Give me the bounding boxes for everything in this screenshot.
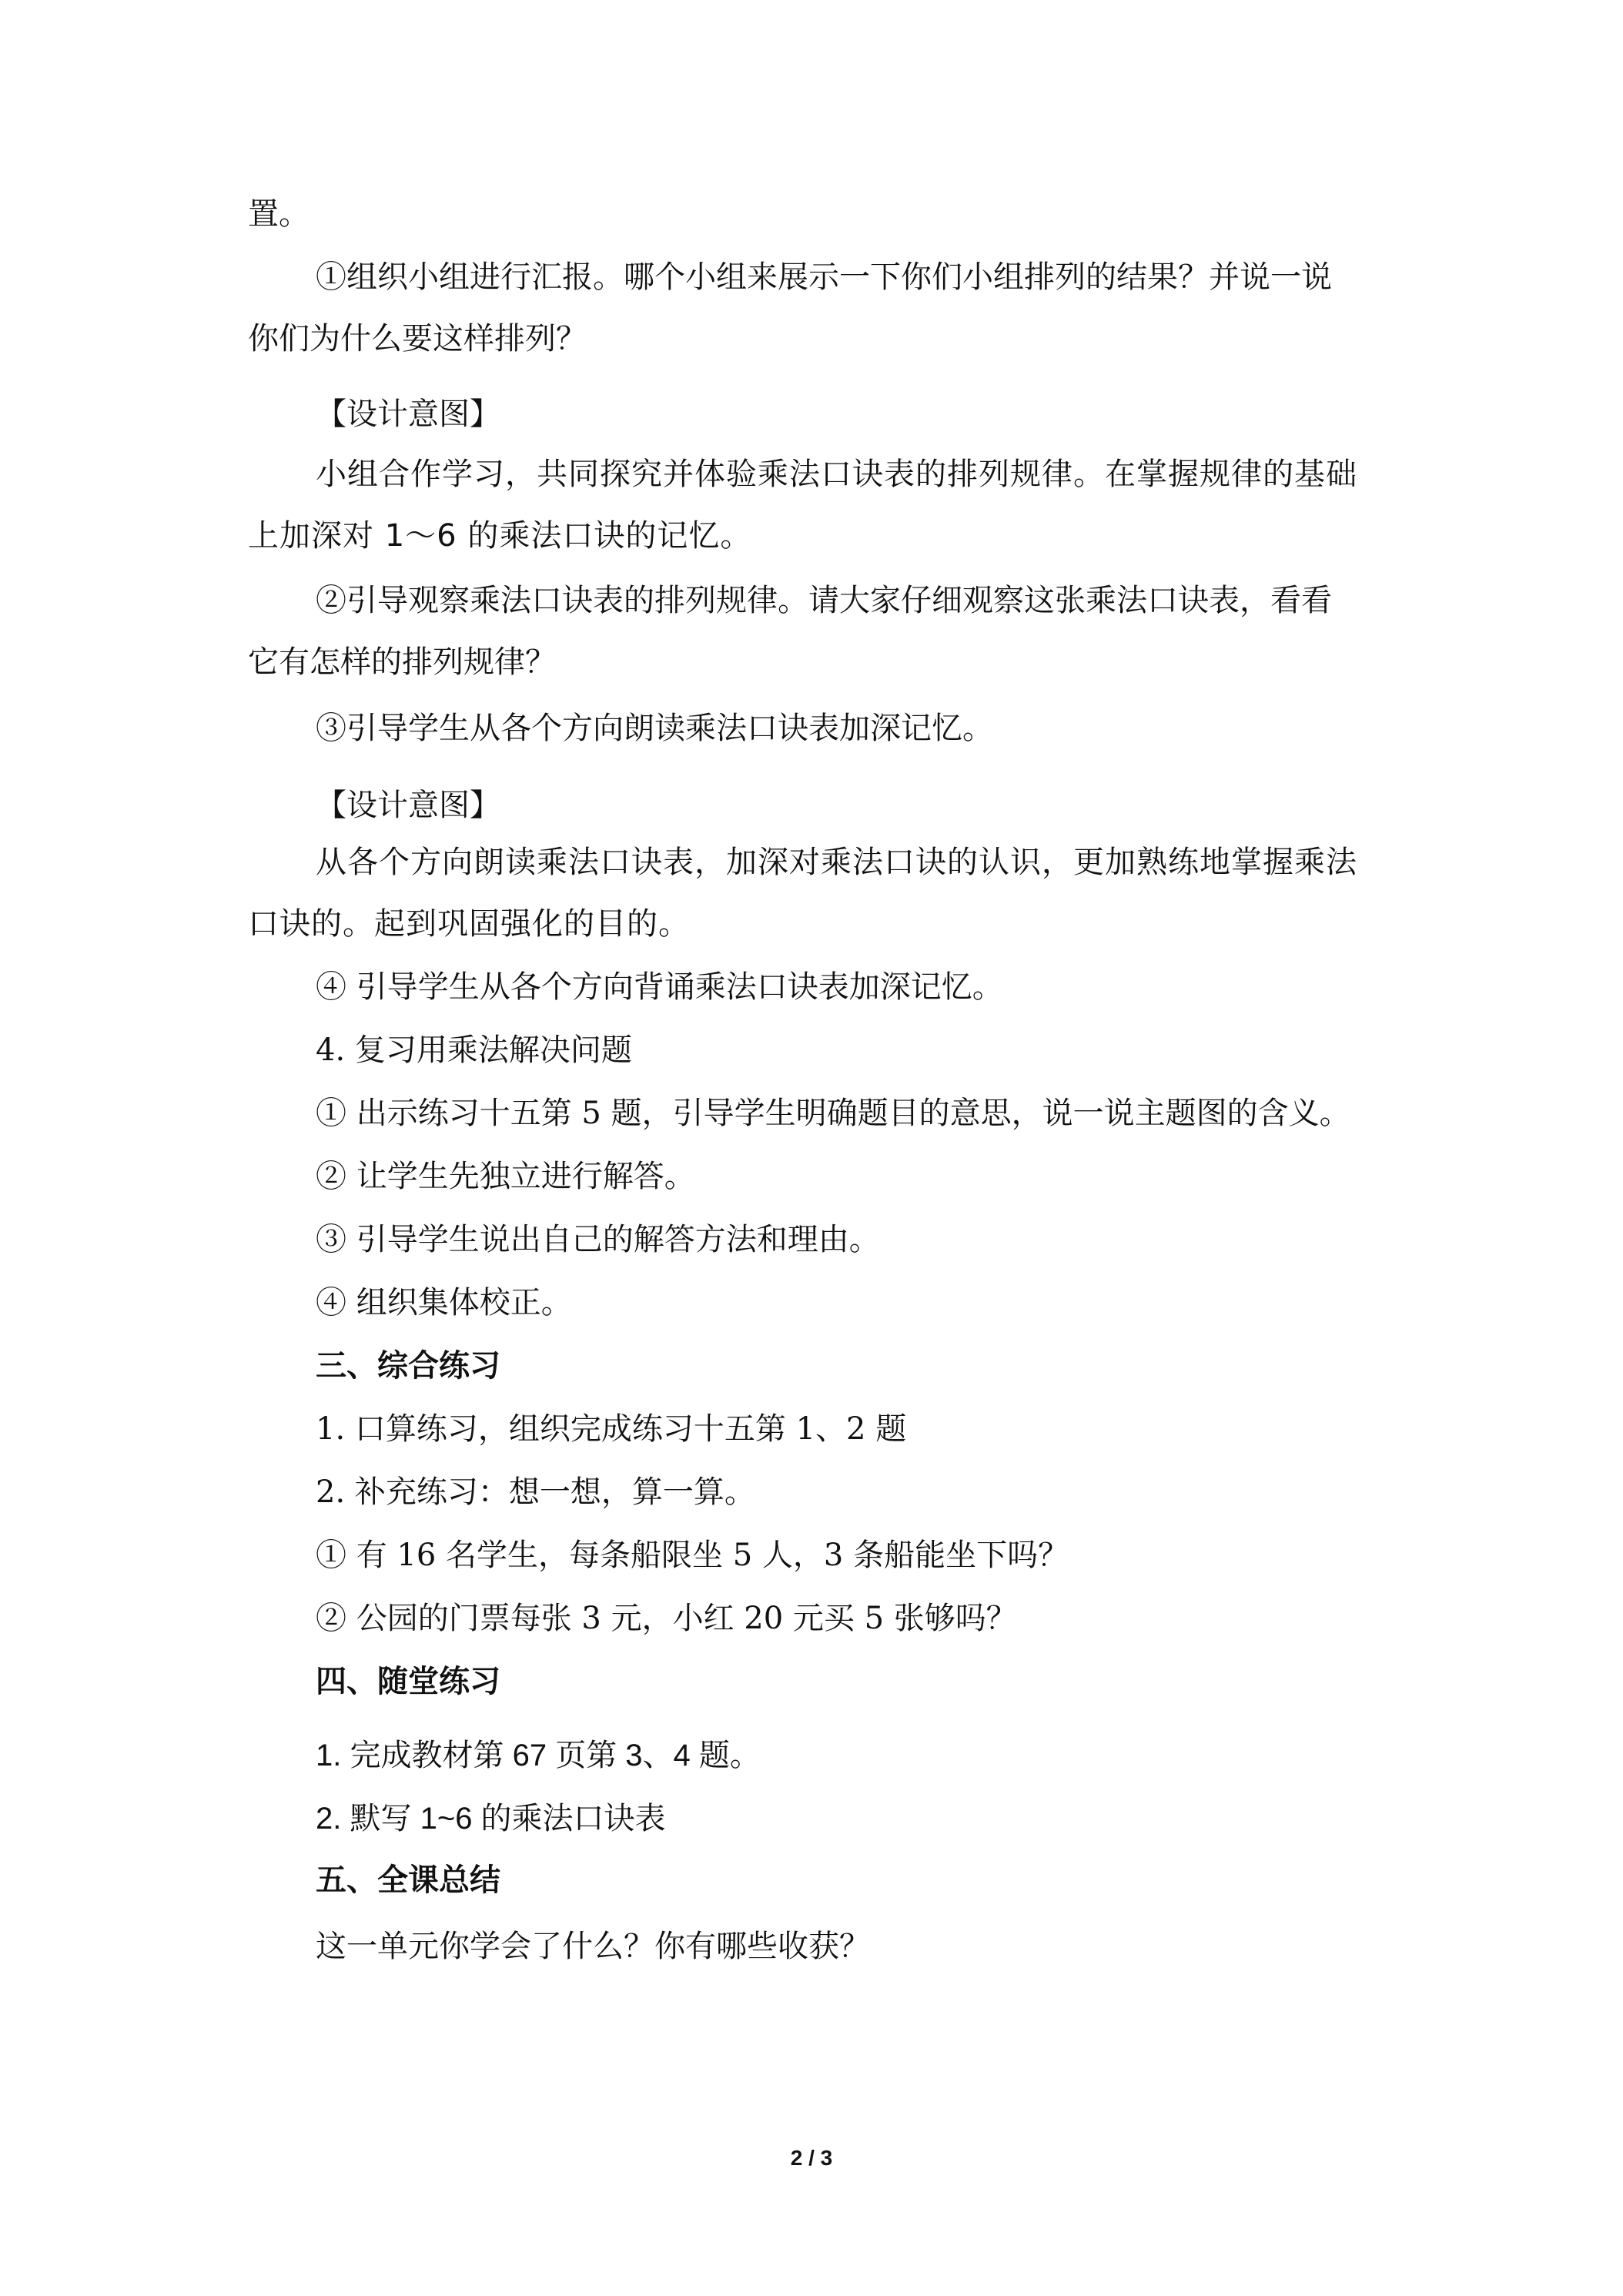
text-line: ① 有 16 名学生，每条船限坐 5 人，3 条船能坐下吗？ (316, 1538, 1069, 1573)
section-heading: 四、随堂练习 (316, 1664, 500, 1699)
text-line: 1. 完成教材第 67 页第 3、4 题。 (316, 1739, 761, 1772)
section-label: 【设计意图】 (316, 397, 500, 432)
text-line: 从各个方向朗读乘法口诀表，加深对乘法口诀的认识，更加熟练地掌握乘法 (316, 845, 1357, 880)
text-line: 它有怎样的排列规律？ (248, 644, 556, 680)
text-line: 这一单元你学会了什么？你有哪些收获？ (316, 1929, 870, 1964)
text-line: ④ 引导学生从各个方向背诵乘法口诀表加深记忆。 (316, 969, 1003, 1005)
text-line: 你们为什么要这样排列？ (248, 321, 587, 356)
text-line: ① 出示练习十五第 5 题，引导学生明确题目的意思，说一说主题图的含义。 (316, 1096, 1350, 1131)
text-line: 2. 默写 1~6 的乘法口诀表 (316, 1802, 666, 1836)
page-number: 2 / 3 (790, 2146, 833, 2170)
section-heading: 五、全课总结 (316, 1863, 500, 1898)
text-line: ②引导观察乘法口诀表的排列规律。请大家仔细观察这张乘法口诀表，看看 (316, 583, 1332, 618)
text-line: ② 公园的门票每张 3 元，小红 20 元买 5 张够吗？ (316, 1601, 1017, 1636)
text-line: ④ 组织集体校正。 (316, 1285, 572, 1320)
text-line: ③ 引导学生说出自己的解答方法和理由。 (316, 1222, 880, 1257)
text-line: 小组合作学习，共同探究并体验乘法口诀表的排列规律。在掌握规律的基础 (316, 457, 1357, 492)
text-line: 4. 复习用乘法解决问题 (316, 1033, 632, 1068)
section-heading: 三、综合练习 (316, 1348, 500, 1384)
text-line: 1. 口算练习，组织完成练习十五第 1、2 题 (316, 1411, 907, 1447)
text-line: ② 让学生先独立进行解答。 (316, 1159, 695, 1194)
text-line: 口诀的。起到巩固强化的目的。 (248, 906, 690, 942)
text-line: ③引导学生从各个方向朗读乘法口诀表加深记忆。 (316, 711, 993, 746)
text-line: 2. 补充练习：想一想，算一算。 (316, 1474, 755, 1510)
text-line: 置。 (248, 196, 310, 232)
text-line: 上加深对 1～6 的乘法口诀的记忆。 (248, 518, 752, 554)
text-line: ①组织小组进行汇报。哪个小组来展示一下你们小组排列的结果？并说一说 (316, 259, 1332, 295)
section-label: 【设计意图】 (316, 788, 500, 823)
